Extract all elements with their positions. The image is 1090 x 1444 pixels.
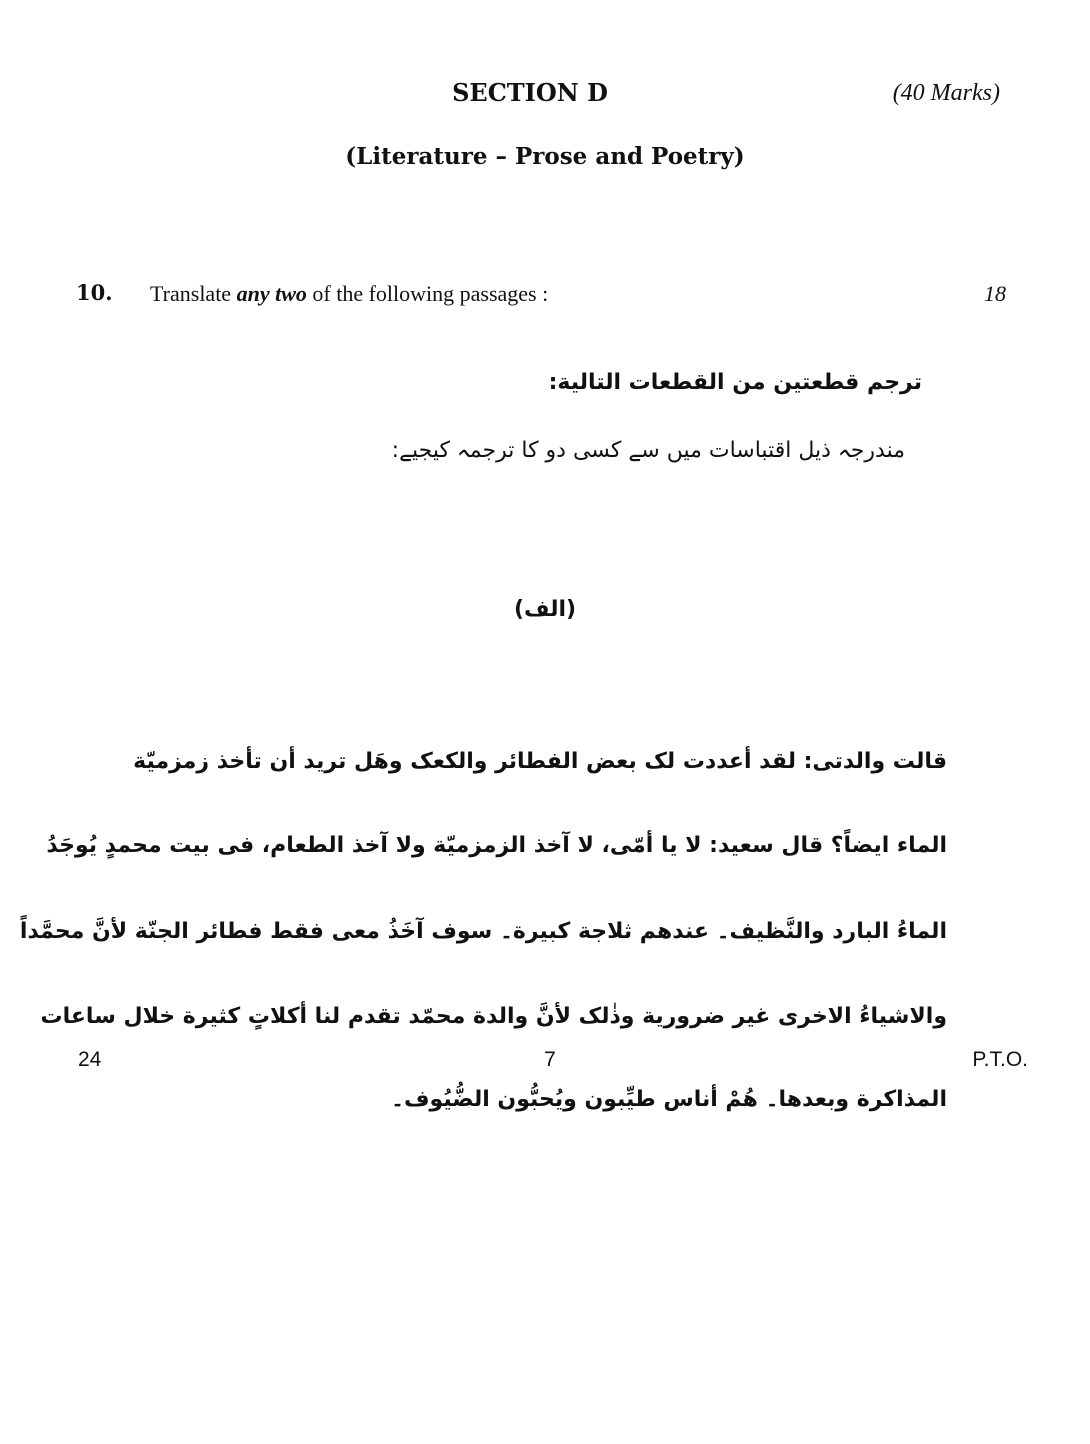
arabic-instruction: ترجم قطعتين من القطعات التالية: bbox=[548, 370, 922, 395]
passage-line-4: والاشیاءُ الاخری غیر ضروریة وذٰلک لأنَّ والدة محمّد تقدم لنا أکلاتٍ کثیرة خلال ساعات bbox=[40, 1004, 947, 1029]
section-title: SECTION D bbox=[452, 78, 608, 107]
passage-line-2: الماء ایضاً؟ قال سعید: لا یا أمّی، لا آخذ الزمزمیّة ولا آخذ الطعام، فی بیت محمدٍ یُوجَدُ bbox=[46, 833, 947, 858]
paper-code: 24 bbox=[78, 1048, 102, 1071]
instruction-text-before: Translate bbox=[150, 281, 237, 306]
page-number: 7 bbox=[544, 1048, 556, 1071]
please-turn-over: P.T.O. bbox=[972, 1048, 1028, 1071]
instruction-text-after: of the following passages : bbox=[306, 281, 549, 306]
question-number: 10. bbox=[76, 280, 113, 305]
urdu-instruction: مندرجہ ذیل اقتباسات میں سے کسی دو کا ترجمہ کیجیے: bbox=[391, 438, 905, 463]
section-subtitle: (Literature – Prose and Poetry) bbox=[345, 143, 745, 170]
passage-label: (الف) bbox=[513, 597, 577, 622]
question-instruction bbox=[150, 281, 870, 307]
instruction-emphasis: any two bbox=[236, 281, 307, 306]
passage-line-5: المذاکرة وبعدھا۔ ھُمْ أناس طیِّبون ویُحبُّون الضُّیُوف۔ bbox=[391, 1087, 947, 1112]
passage-line-1: قالت والدتی: لقد أعددت لک بعض الفطائر والکعک وھَل ترید أن تأخذ زمزمیّة bbox=[133, 749, 947, 774]
question-marks: 18 bbox=[984, 281, 1006, 306]
passage-line-3: الماءُ البارد والنَّظیف۔ عندھم ثلاجة کبیرة۔ سوف آخَذُ معی فقط فطائر الجنّة لأنَّ محمَّداً bbox=[19, 919, 947, 944]
section-marks: (40 Marks) bbox=[892, 80, 1000, 106]
